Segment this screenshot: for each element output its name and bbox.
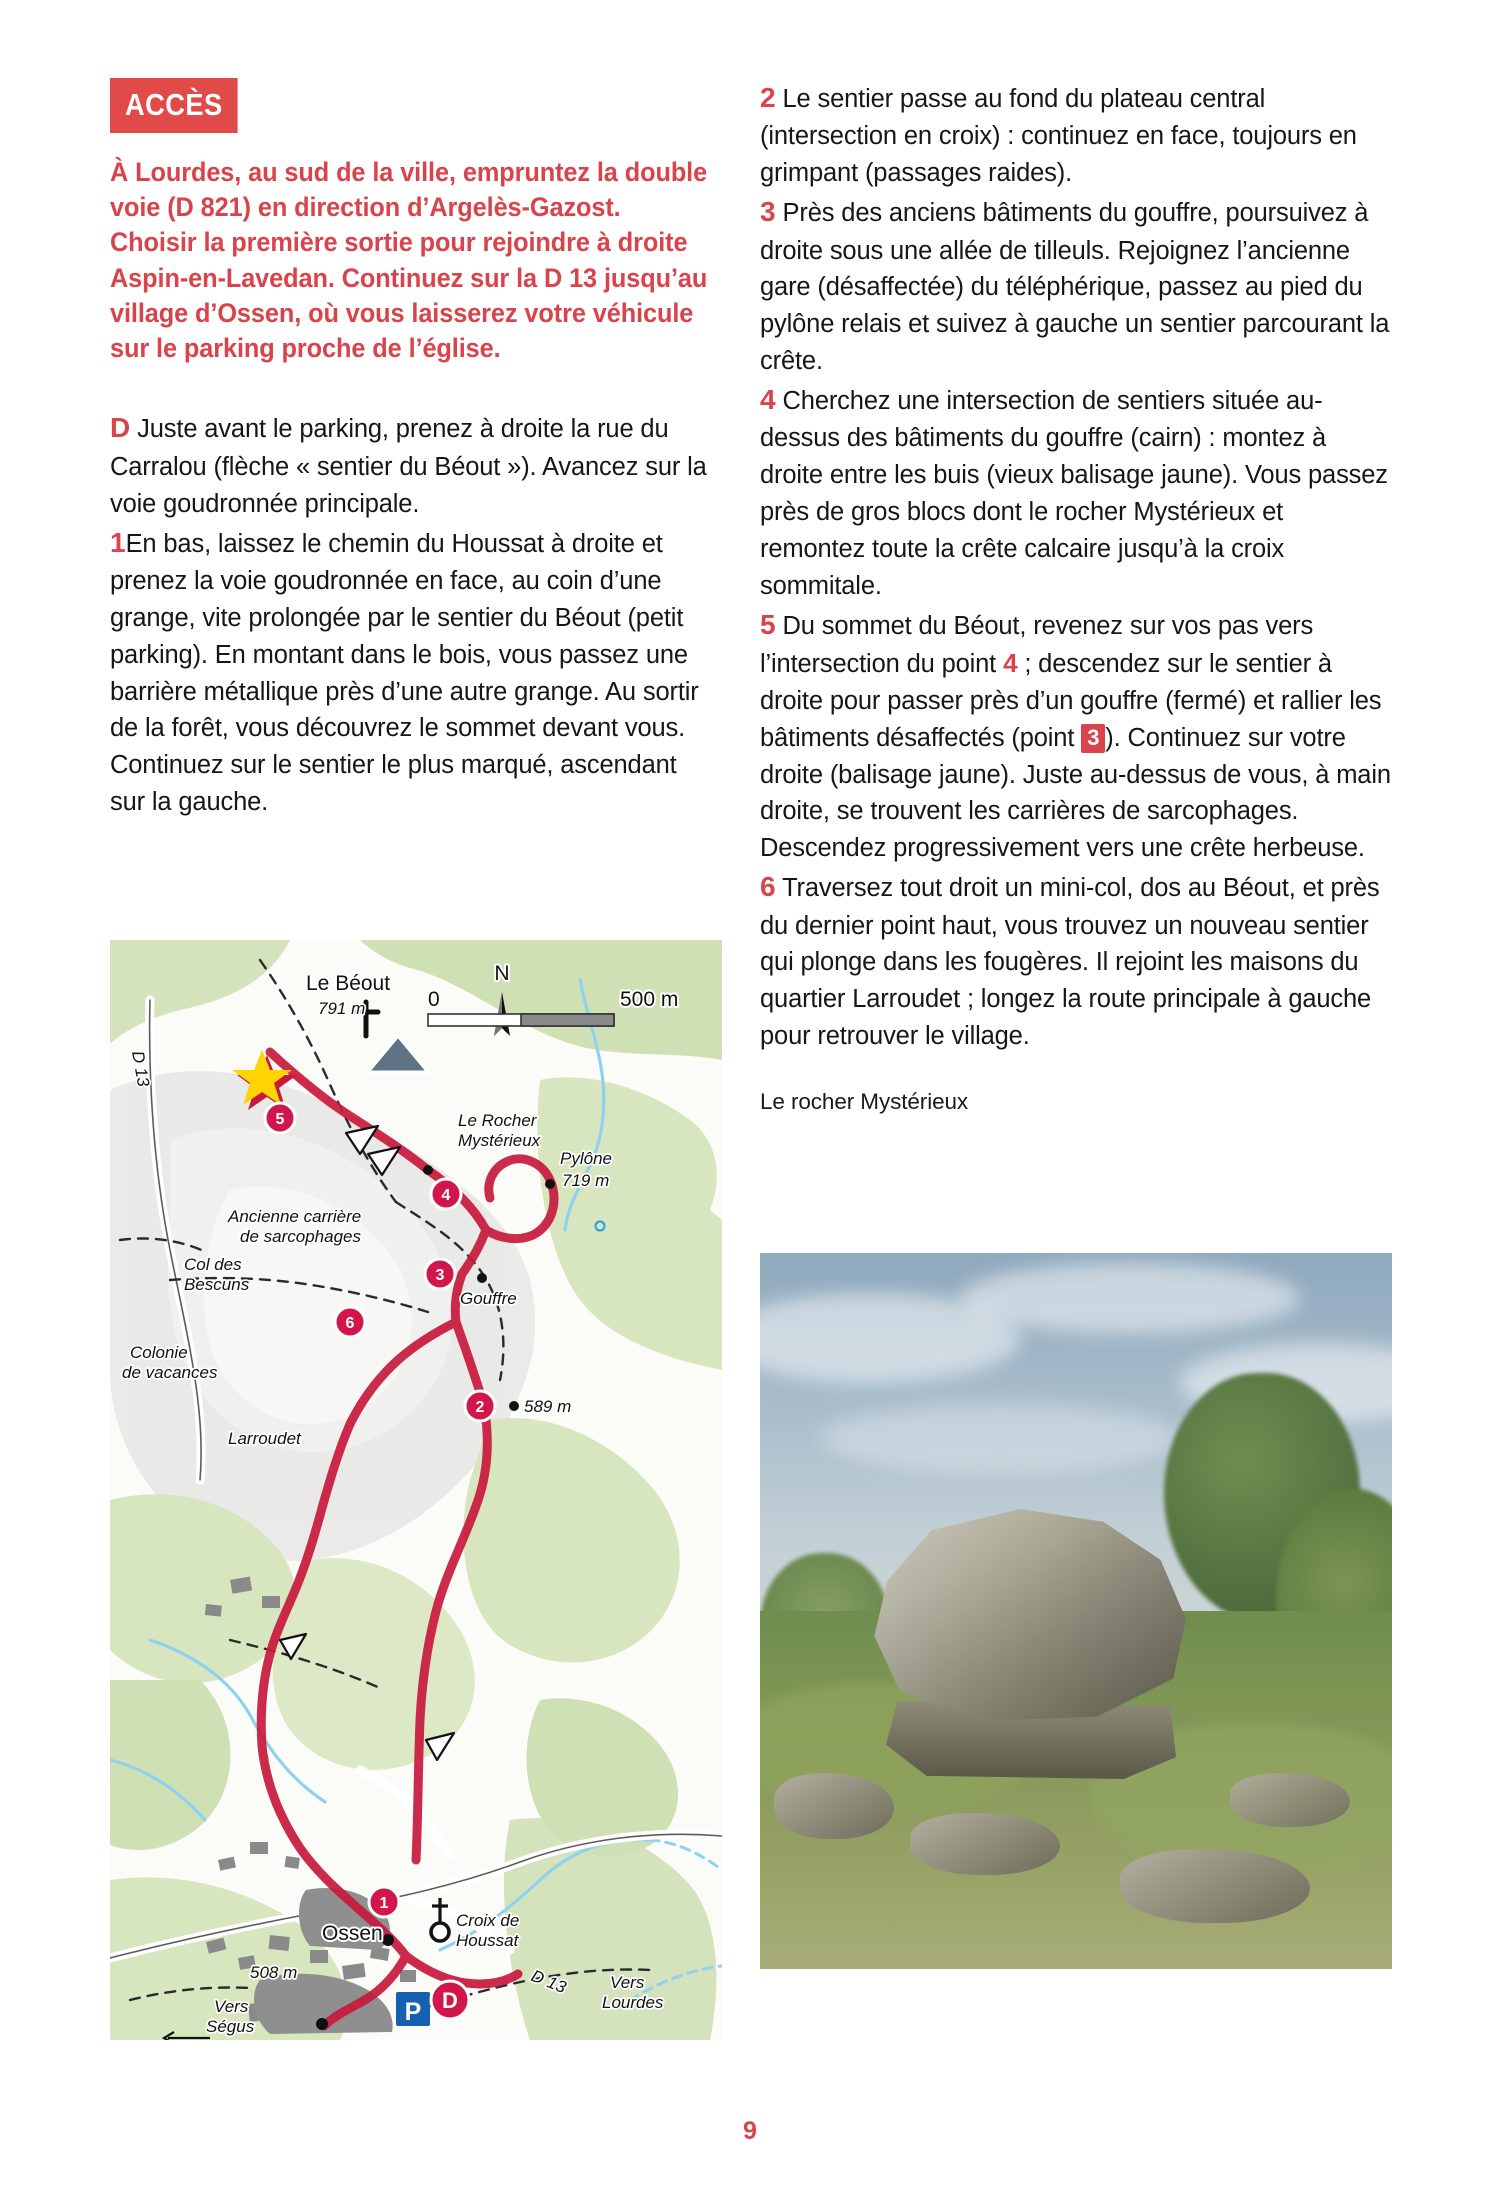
step-marker-2: 2 bbox=[760, 82, 776, 113]
right-steps bbox=[760, 78, 1395, 1055]
page-number: 9 bbox=[743, 2117, 757, 2145]
label-le-beout-altitude: 791 m bbox=[318, 999, 366, 1018]
step-text-4: Cherchez une intersection de sentiers située au-dessus des bâtiments du gouffre (cairn) : montez à droite entre les buis (vieux balisage jaune). Vous passez près de gros blocs dont le rocher Mystérieux et remontez toute la crête calcaire jusqu’à la croix sommitale. bbox=[760, 386, 1388, 600]
step-1 bbox=[110, 523, 715, 821]
step-text-1: En bas, laissez le chemin du Houssat à droite et prenez la voie goudronnée en face, au coin d’une grange, vite prolongée par le sentier du Béout (petit parking). En montant dans le bois, vous passez une barrière métallique près d’une autre grange. Au sortir de la forêt, vous découvrez le sommet devant vous. Continuez sur le sentier le plus marqué, ascendant sur la gauche. bbox=[110, 529, 699, 817]
step-text-2: Le sentier passe au fond du plateau central (intersection en croix) : continuez en face, toujours en grimpant (passages raides). bbox=[760, 85, 1357, 188]
label-colonie-2: de vacances bbox=[122, 1363, 218, 1382]
step-text-3: Près des anciens bâtiments du gouffre, poursuivez à droite sous une allée de tilleuls. Rejoignez l’ancienne gare (désaffectée) du téléphérique, passez au pied du pylône relais et suivez à gauche un sentier parcourant la crête. bbox=[760, 199, 1390, 376]
step-5 bbox=[760, 605, 1395, 868]
step-4 bbox=[760, 380, 1395, 605]
label-d13-north: D 13 bbox=[128, 1049, 154, 1089]
compass-north-label: N bbox=[494, 962, 510, 985]
label-point-508: 508 m bbox=[250, 1963, 298, 1982]
step-5-inline-ref-3: 3 bbox=[1081, 724, 1105, 753]
step-text-5-mid: ; descendez sur le sentier à droite pour passer près d’un gouffre (fermé) et rallier les bâtiments désaffectés (point bbox=[760, 650, 1382, 752]
scale-start-label: 0 bbox=[428, 988, 440, 1011]
step-marker-4: 4 bbox=[760, 383, 776, 415]
step-text-5-after: ). Continuez sur votre droite (balisage jaune). Juste au-dessus de vous, à main droite, se trouvent les carrières de sarcophages. Descendez progressivement vers une crête herbeuse. bbox=[760, 723, 1391, 863]
label-pylone: Pylône bbox=[560, 1149, 612, 1168]
map-canvas bbox=[110, 940, 722, 2040]
waypoint-1[interactable] bbox=[369, 1887, 399, 1917]
waypoint-6-label: 6 bbox=[345, 1315, 355, 1332]
photo-rock-small bbox=[1230, 1773, 1350, 1827]
label-le-beout: Le Béout bbox=[306, 972, 391, 995]
waypoint-5-label: 5 bbox=[275, 1111, 285, 1128]
map-parking-icon[interactable] bbox=[396, 1992, 430, 2026]
map-departure-marker[interactable] bbox=[431, 1981, 469, 2019]
label-vers-lourdes-2: Lourdes bbox=[602, 1993, 664, 2012]
left-steps bbox=[110, 408, 715, 821]
photo-rock-small bbox=[910, 1813, 1060, 1875]
label-col-bescuns-2: Bescuns bbox=[184, 1275, 250, 1294]
photo-caption: Le rocher Mystérieux bbox=[760, 1088, 969, 1114]
label-larroudet: Larroudet bbox=[228, 1429, 301, 1448]
step-marker-5: 5 bbox=[760, 608, 776, 640]
parking-letter: P bbox=[404, 1998, 422, 2026]
label-vers-segus-2: Ségus bbox=[206, 2017, 255, 2036]
label-gouffre: Gouffre bbox=[460, 1289, 517, 1308]
waypoint-3[interactable] bbox=[425, 1259, 455, 1289]
label-pylone-altitude: 719 m bbox=[562, 1171, 610, 1190]
waypoint-2-label: 2 bbox=[475, 1399, 485, 1416]
step-2 bbox=[760, 78, 1395, 192]
waypoint-6[interactable] bbox=[335, 1307, 365, 1337]
step-text-D: Juste avant le parking, prenez à droite la rue du Carralou (flèche « sentier du Béout »). Avancez sur la voie goudronnée principale. bbox=[110, 415, 707, 518]
right-column bbox=[760, 78, 1395, 1115]
label-col-bescuns-1: Col des bbox=[184, 1255, 242, 1274]
acces-section-badge: ACCÈS bbox=[110, 78, 238, 133]
waypoint-5[interactable] bbox=[265, 1103, 295, 1133]
step-marker-1: 1 bbox=[110, 526, 126, 558]
label-vers-lourdes-1: Vers bbox=[610, 1973, 645, 1992]
step-3 bbox=[760, 192, 1395, 380]
label-colonie-1: Colonie bbox=[130, 1343, 188, 1362]
waypoint-2[interactable] bbox=[465, 1391, 495, 1421]
waypoint-4[interactable] bbox=[431, 1179, 461, 1209]
step-marker-6: 6 bbox=[760, 871, 776, 903]
route-map[interactable] bbox=[110, 940, 722, 2040]
label-carriere-2: de sarcophages bbox=[240, 1227, 361, 1246]
step-marker-D: D bbox=[110, 412, 131, 444]
step-text-5-before: Du sommet du Béout, revenez sur vos pas vers l’intersection du point bbox=[760, 611, 1314, 679]
acces-intro-paragraph: À Lourdes, au sud de la ville, empruntez la double voie (D 821) en direction d’Argelès-Gazost. Choisir la première sortie pour rejoindre à droite Aspin-en-Lavedan. Continuez sur la D 13 jusqu’au village d’Ossen, où vous laisserez votre véhicule sur le parking proche de l’église. bbox=[110, 157, 708, 364]
waypoint-3-label: 3 bbox=[435, 1267, 445, 1284]
scale-end-label: 500 m bbox=[620, 988, 679, 1011]
step-text-6: Traversez tout droit un mini-col, dos au Béout, et près du dernier point haut, vous trouvez un nouveau sentier qui plonge dans les fougères. Il rejoint les maisons du quartier Larroudet ; longez la route principale à gauche pour retrouver le village. bbox=[760, 874, 1380, 1051]
step-5-inline-ref-4: 4 bbox=[1003, 648, 1018, 679]
departure-letter: D bbox=[442, 1988, 458, 2013]
label-point-589: 589 m bbox=[524, 1397, 572, 1416]
label-rocher-mysterieux-1: Le Rocher bbox=[458, 1111, 537, 1130]
step-D bbox=[110, 408, 715, 522]
label-d13-south: D 13 bbox=[528, 1966, 569, 1998]
label-croix-houssat-2: Houssat bbox=[456, 1931, 519, 1950]
step-marker-3: 3 bbox=[760, 196, 776, 228]
step-6 bbox=[760, 867, 1395, 1055]
label-ossen: Ossen bbox=[322, 1922, 383, 1945]
label-carriere-1: Ancienne carrière bbox=[228, 1207, 362, 1226]
left-column bbox=[110, 78, 715, 821]
photo-cloud bbox=[820, 1403, 1180, 1473]
waypoint-1-label: 1 bbox=[379, 1895, 389, 1912]
label-croix-houssat-1: Croix de bbox=[456, 1911, 520, 1930]
photo-rock-small bbox=[774, 1773, 894, 1839]
photo-cloud bbox=[960, 1263, 1300, 1333]
label-rocher-mysterieux-2: Mystérieux bbox=[458, 1131, 541, 1150]
photo-rocher-mysterieux bbox=[760, 1253, 1392, 1969]
label-vers-segus-1: Vers bbox=[214, 1997, 249, 2016]
waypoint-4-label: 4 bbox=[441, 1187, 451, 1204]
